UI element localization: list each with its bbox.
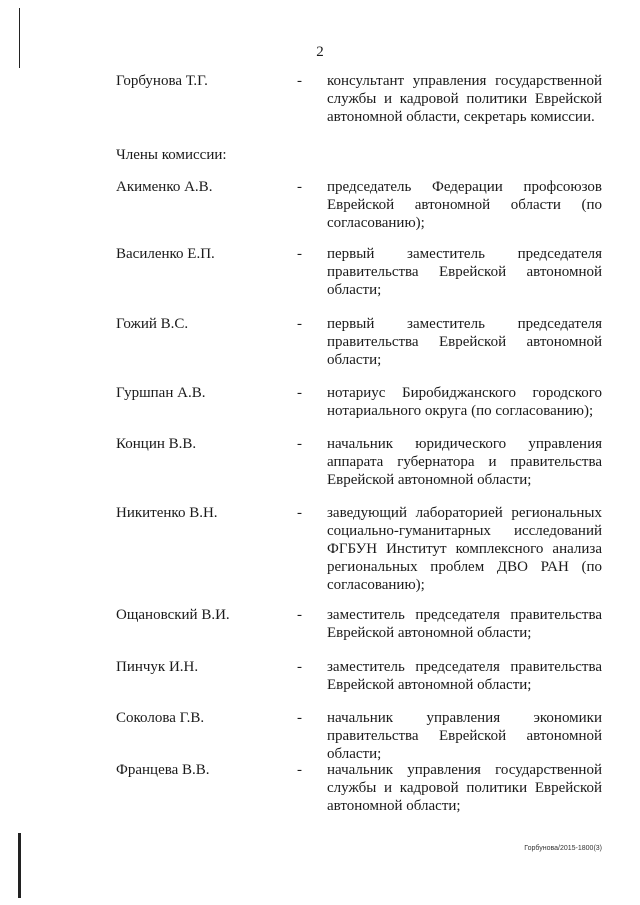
document-footer-code: Горбунова/2015-1800(3) — [524, 845, 602, 852]
dash-separator: - — [297, 73, 302, 89]
page-number: 2 — [316, 44, 324, 60]
person-description: первый заместитель председателя правительства Еврейской автономной области; — [327, 316, 602, 368]
person-name: Ощановский В.И. — [116, 607, 230, 623]
person-name: Пинчук И.Н. — [116, 659, 199, 675]
person-name: Гожий В.С. — [116, 316, 189, 332]
dash-separator: - — [297, 179, 302, 195]
person-description: первый заместитель председателя правительства Еврейской автономной области; — [327, 246, 602, 298]
dash-separator: - — [297, 607, 302, 623]
person-description: нотариус Биробиджанского городского нотариального округа (по согласованию); — [327, 385, 602, 419]
person-name: Василенко Е.П. — [116, 246, 215, 262]
members-heading: Члены комиссии: — [116, 147, 227, 163]
dash-separator: - — [297, 710, 302, 726]
dash-separator: - — [297, 246, 302, 262]
person-description: заместитель председателя правительства Еврейской автономной области; — [327, 659, 602, 693]
person-name: Концин В.В. — [116, 436, 197, 452]
person-description: консультант управления государственной службы и кадровой политики Еврейской автономной области, секретарь комиссии. — [327, 73, 602, 125]
person-name: Соколова Г.В. — [116, 710, 205, 726]
person-name: Никитенко В.Н. — [116, 505, 218, 521]
person-name: Гуршпан А.В. — [116, 385, 206, 401]
scan-margin-mark-bottom — [18, 833, 21, 898]
person-name: Акименко А.В. — [116, 179, 213, 195]
person-description: начальник управления экономики правительства Еврейской автономной области; — [327, 710, 602, 762]
dash-separator: - — [297, 505, 302, 521]
person-description: начальник управления государственной службы и кадровой политики Еврейской автономной области; — [327, 762, 602, 814]
person-name: Францева В.В. — [116, 762, 210, 778]
dash-separator: - — [297, 436, 302, 452]
dash-separator: - — [297, 316, 302, 332]
person-description: председатель Федерации профсоюзов Еврейской автономной области (по согласованию); — [327, 179, 602, 231]
dash-separator: - — [297, 385, 302, 401]
dash-separator: - — [297, 659, 302, 675]
dash-separator: - — [297, 762, 302, 778]
person-description: начальник юридического управления аппарата губернатора и правительства Еврейской автономной области; — [327, 436, 602, 488]
person-description: заместитель председателя правительства Еврейской автономной области; — [327, 607, 602, 641]
person-name: Горбунова Т.Г. — [116, 73, 208, 89]
person-description: заведующий лабораторией региональных социально-гуманитарных исследований ФГБУН Институт комплексного анализа региональных проблем ДВО РАН (по согласованию); — [327, 505, 602, 593]
